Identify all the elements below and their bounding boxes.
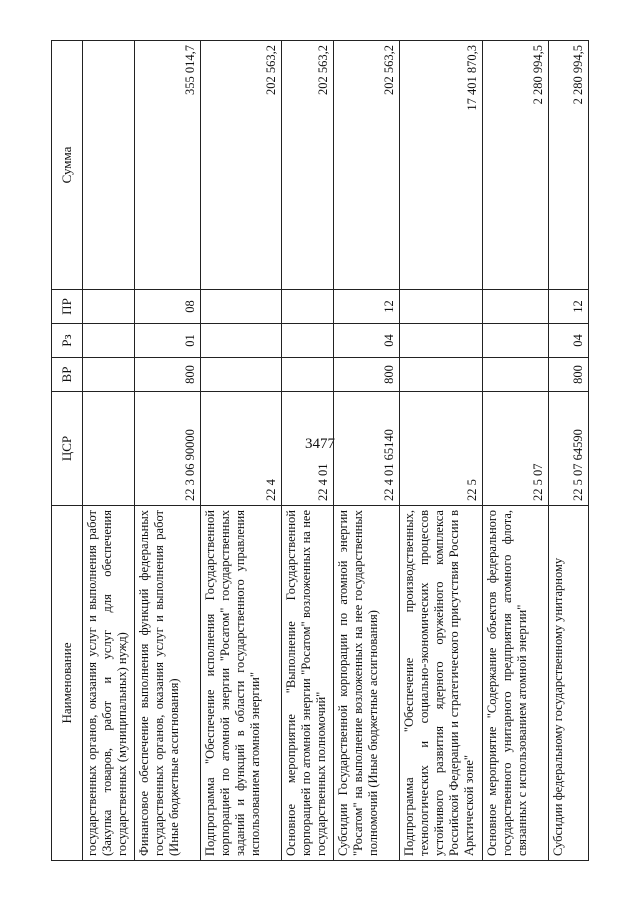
table-row <box>135 41 201 861</box>
row-sum-cell: 202 563,2 <box>281 41 333 290</box>
rotated-table-page <box>51 41 589 861</box>
table-row <box>333 41 399 861</box>
row-pr-cell <box>482 290 548 324</box>
row-name-cell: Основное мероприятие "Выполнение Государственной корпорацией по атомной энергии "Росатом" возложенных на нее государственных полномочий" <box>281 506 333 861</box>
row-sum-cell: 355 014,7 <box>135 41 201 290</box>
row-rz-cell <box>400 324 482 358</box>
row-pr-cell: 12 <box>548 290 588 324</box>
table-row <box>548 41 588 861</box>
row-csr-cell: 22 4 <box>201 392 281 506</box>
row-vr-cell <box>482 358 548 392</box>
row-name-cell: Субсидии Государственной корпорации по атомной энергии "Росатом" на выполнение возложенных на нее государственных полномочий (Иные бюджетные ассигнования) <box>333 506 399 861</box>
row-name-cell: Основное мероприятие "Содержание объектов федерального государственного унитарного предприятия атомного флота, связанных с использованием атомной энергии" <box>482 506 548 861</box>
budget-table <box>51 40 589 861</box>
row-vr-cell <box>281 358 333 392</box>
row-vr-cell <box>83 358 135 392</box>
row-csr-cell: 22 4 01 65140 <box>333 392 399 506</box>
header-sum: Сумма <box>52 41 83 290</box>
page-number: 3477 <box>305 436 335 452</box>
row-rz-cell: 01 <box>135 324 201 358</box>
row-sum-cell: 2 280 994,5 <box>548 41 588 290</box>
table-row <box>281 41 333 861</box>
row-csr-cell: 22 4 01 <box>281 392 333 506</box>
row-csr-cell: 22 3 06 90000 <box>135 392 201 506</box>
row-sum-cell: 202 563,2 <box>201 41 281 290</box>
row-rz-cell <box>201 324 281 358</box>
row-name-cell: Субсидии федеральному государственному унитарному <box>548 506 588 861</box>
row-csr-cell <box>83 392 135 506</box>
row-name-cell: государственных органов, оказания услуг и выполнения работ (Закупка товаров, работ и услуг для обеспечения государственных (муниципальных) нужд) <box>83 506 135 861</box>
row-pr-cell: 08 <box>135 290 201 324</box>
row-csr-cell: 22 5 <box>400 392 482 506</box>
row-sum-cell <box>83 41 135 290</box>
row-sum-cell: 202 563,2 <box>333 41 399 290</box>
row-pr-cell <box>400 290 482 324</box>
row-vr-cell: 800 <box>333 358 399 392</box>
row-rz-cell <box>281 324 333 358</box>
row-rz-cell: 04 <box>548 324 588 358</box>
row-vr-cell <box>201 358 281 392</box>
header-csr: ЦСР <box>52 392 83 506</box>
row-rz-cell: 04 <box>333 324 399 358</box>
row-rz-cell <box>482 324 548 358</box>
row-csr-cell: 22 5 07 <box>482 392 548 506</box>
row-name-cell: Финансовое обеспечение выполнения функций федеральных государственных органов, оказания услуг и выполнения работ (Иные бюджетные ассигнования) <box>135 506 201 861</box>
row-rz-cell <box>83 324 135 358</box>
header-name: Наименование <box>52 506 83 861</box>
table-row <box>83 41 135 861</box>
header-vr: ВР <box>52 358 83 392</box>
table-row <box>201 41 281 861</box>
row-vr-cell <box>400 358 482 392</box>
row-vr-cell: 800 <box>135 358 201 392</box>
row-pr-cell: 12 <box>333 290 399 324</box>
row-pr-cell <box>83 290 135 324</box>
row-name-cell: Подпрограмма "Обеспечение производственных, технологических и социально-экономических процессов устойчивого развития ядерного оружейного комплекса Российской Федерации и стратегического присутствия России в Арктической зоне" <box>400 506 482 861</box>
row-sum-cell: 2 280 994,5 <box>482 41 548 290</box>
row-pr-cell <box>281 290 333 324</box>
row-vr-cell: 800 <box>548 358 588 392</box>
row-name-cell: Подпрограмма "Обеспечение исполнения Государственной корпорацией по атомной энергии "Росатом" государственных заданий и функций в области государственного управления использованием атомной энергии" <box>201 506 281 861</box>
table-row <box>400 41 482 861</box>
table-header-row <box>52 41 83 861</box>
row-pr-cell <box>201 290 281 324</box>
row-csr-cell: 22 5 07 64590 <box>548 392 588 506</box>
table-row <box>482 41 548 861</box>
row-sum-cell: 17 401 870,3 <box>400 41 482 290</box>
header-rz: Рз <box>52 324 83 358</box>
header-pr: ПР <box>52 290 83 324</box>
